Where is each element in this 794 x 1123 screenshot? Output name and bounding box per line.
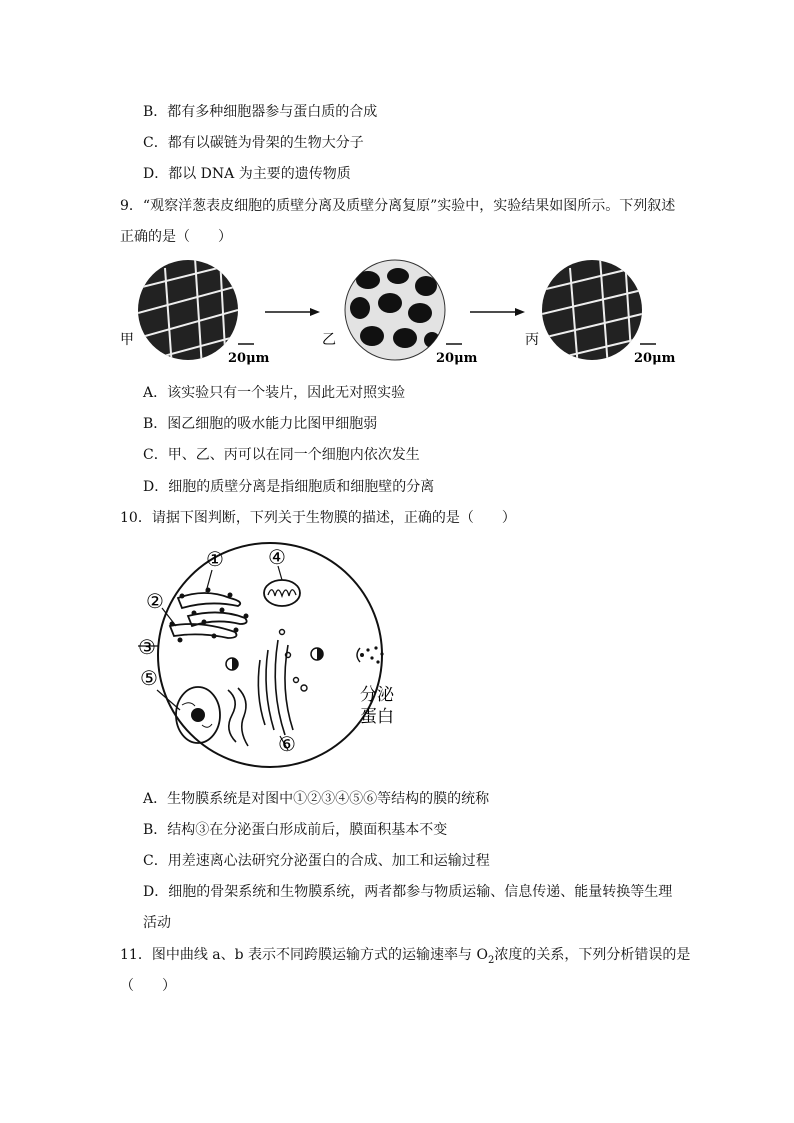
marker-1: ①: [206, 547, 224, 571]
q10-option-d: D．细胞的骨架系统和生物膜系统，两者都参与物质运输、信息传递、能量转换等生理: [143, 884, 673, 900]
cell-image-jia: [138, 258, 238, 368]
scale-jia: 20μm: [228, 351, 270, 366]
q10-option-c: C．用差速离心法研究分泌蛋白的合成、加工和运输过程: [143, 853, 490, 869]
marker-2: ②: [146, 589, 164, 613]
secreted-protein-label-2: 蛋白: [360, 707, 394, 727]
cell-image-yi: [345, 260, 445, 360]
q10-stem: 10．请据下图判断，下列关于生物膜的描述，正确的是（ ）: [120, 510, 516, 526]
q9-option-a: A．该实验只有一个装片，因此无对照实验: [143, 385, 406, 401]
marker-3: ③: [138, 635, 156, 659]
q9-option-d: D．细胞的质壁分离是指细胞质和细胞壁的分离: [143, 479, 435, 495]
scale-bing: 20μm: [634, 351, 676, 366]
marker-5: ⑤: [140, 666, 158, 690]
cell-membrane: [158, 543, 382, 767]
mitochondrion: [264, 580, 300, 606]
q11-stem-line1: [120, 945, 690, 971]
q9-figure: [110, 258, 690, 373]
label-jia: 甲: [120, 332, 134, 348]
q9-option-c: C．甲、乙、丙可以在同一个细胞内依次发生: [143, 447, 420, 463]
q9-stem-line2: 正确的是（ ）: [120, 229, 232, 245]
q10-option-a: A．生物膜系统是对图中①②③④⑤⑥等结构的膜的统称: [143, 791, 490, 807]
golgi-apparatus: [258, 640, 293, 735]
q11-stem-part2: 浓度的关系，下列分析错误的是: [494, 947, 691, 963]
cell-image-bing: [542, 258, 642, 368]
q10-option-d-cont: 活动: [143, 915, 171, 931]
q9-option-b: B．图乙细胞的吸水能力比图甲细胞弱: [143, 416, 378, 432]
nucleus: [176, 687, 220, 743]
q11-stem-part1: 11．图中曲线 a、b 表示不同跨膜运输方式的运输速率与 O: [120, 947, 488, 963]
marker-4: ④: [268, 545, 286, 569]
q8-option-b: B．都有多种细胞器参与蛋白质的合成: [143, 104, 378, 120]
scale-yi: 20μm: [436, 351, 478, 366]
q10-cell-diagram: [110, 540, 430, 775]
secreted-protein-label-1: 分泌: [360, 685, 394, 705]
label-yi: 乙: [322, 332, 336, 348]
q10-option-b: B．结构③在分泌蛋白形成前后，膜面积基本不变: [143, 822, 448, 838]
q11-stem-line2: （ ）: [120, 978, 176, 994]
marker-6: ⑥: [278, 732, 296, 756]
label-bing: 丙: [525, 332, 539, 348]
secretion-dots: [360, 646, 384, 663]
q8-option-d: D．都以 DNA 为主要的遗传物质: [143, 166, 351, 182]
q8-option-c: C．都有以碳链为骨架的生物大分子: [143, 135, 364, 151]
q11-stem-sub: 2: [487, 954, 495, 966]
q9-stem-line1: 9．“观察洋葱表皮细胞的质壁分离及质壁分离复原”实验中，实验结果如图所示。下列叙述: [120, 198, 676, 214]
